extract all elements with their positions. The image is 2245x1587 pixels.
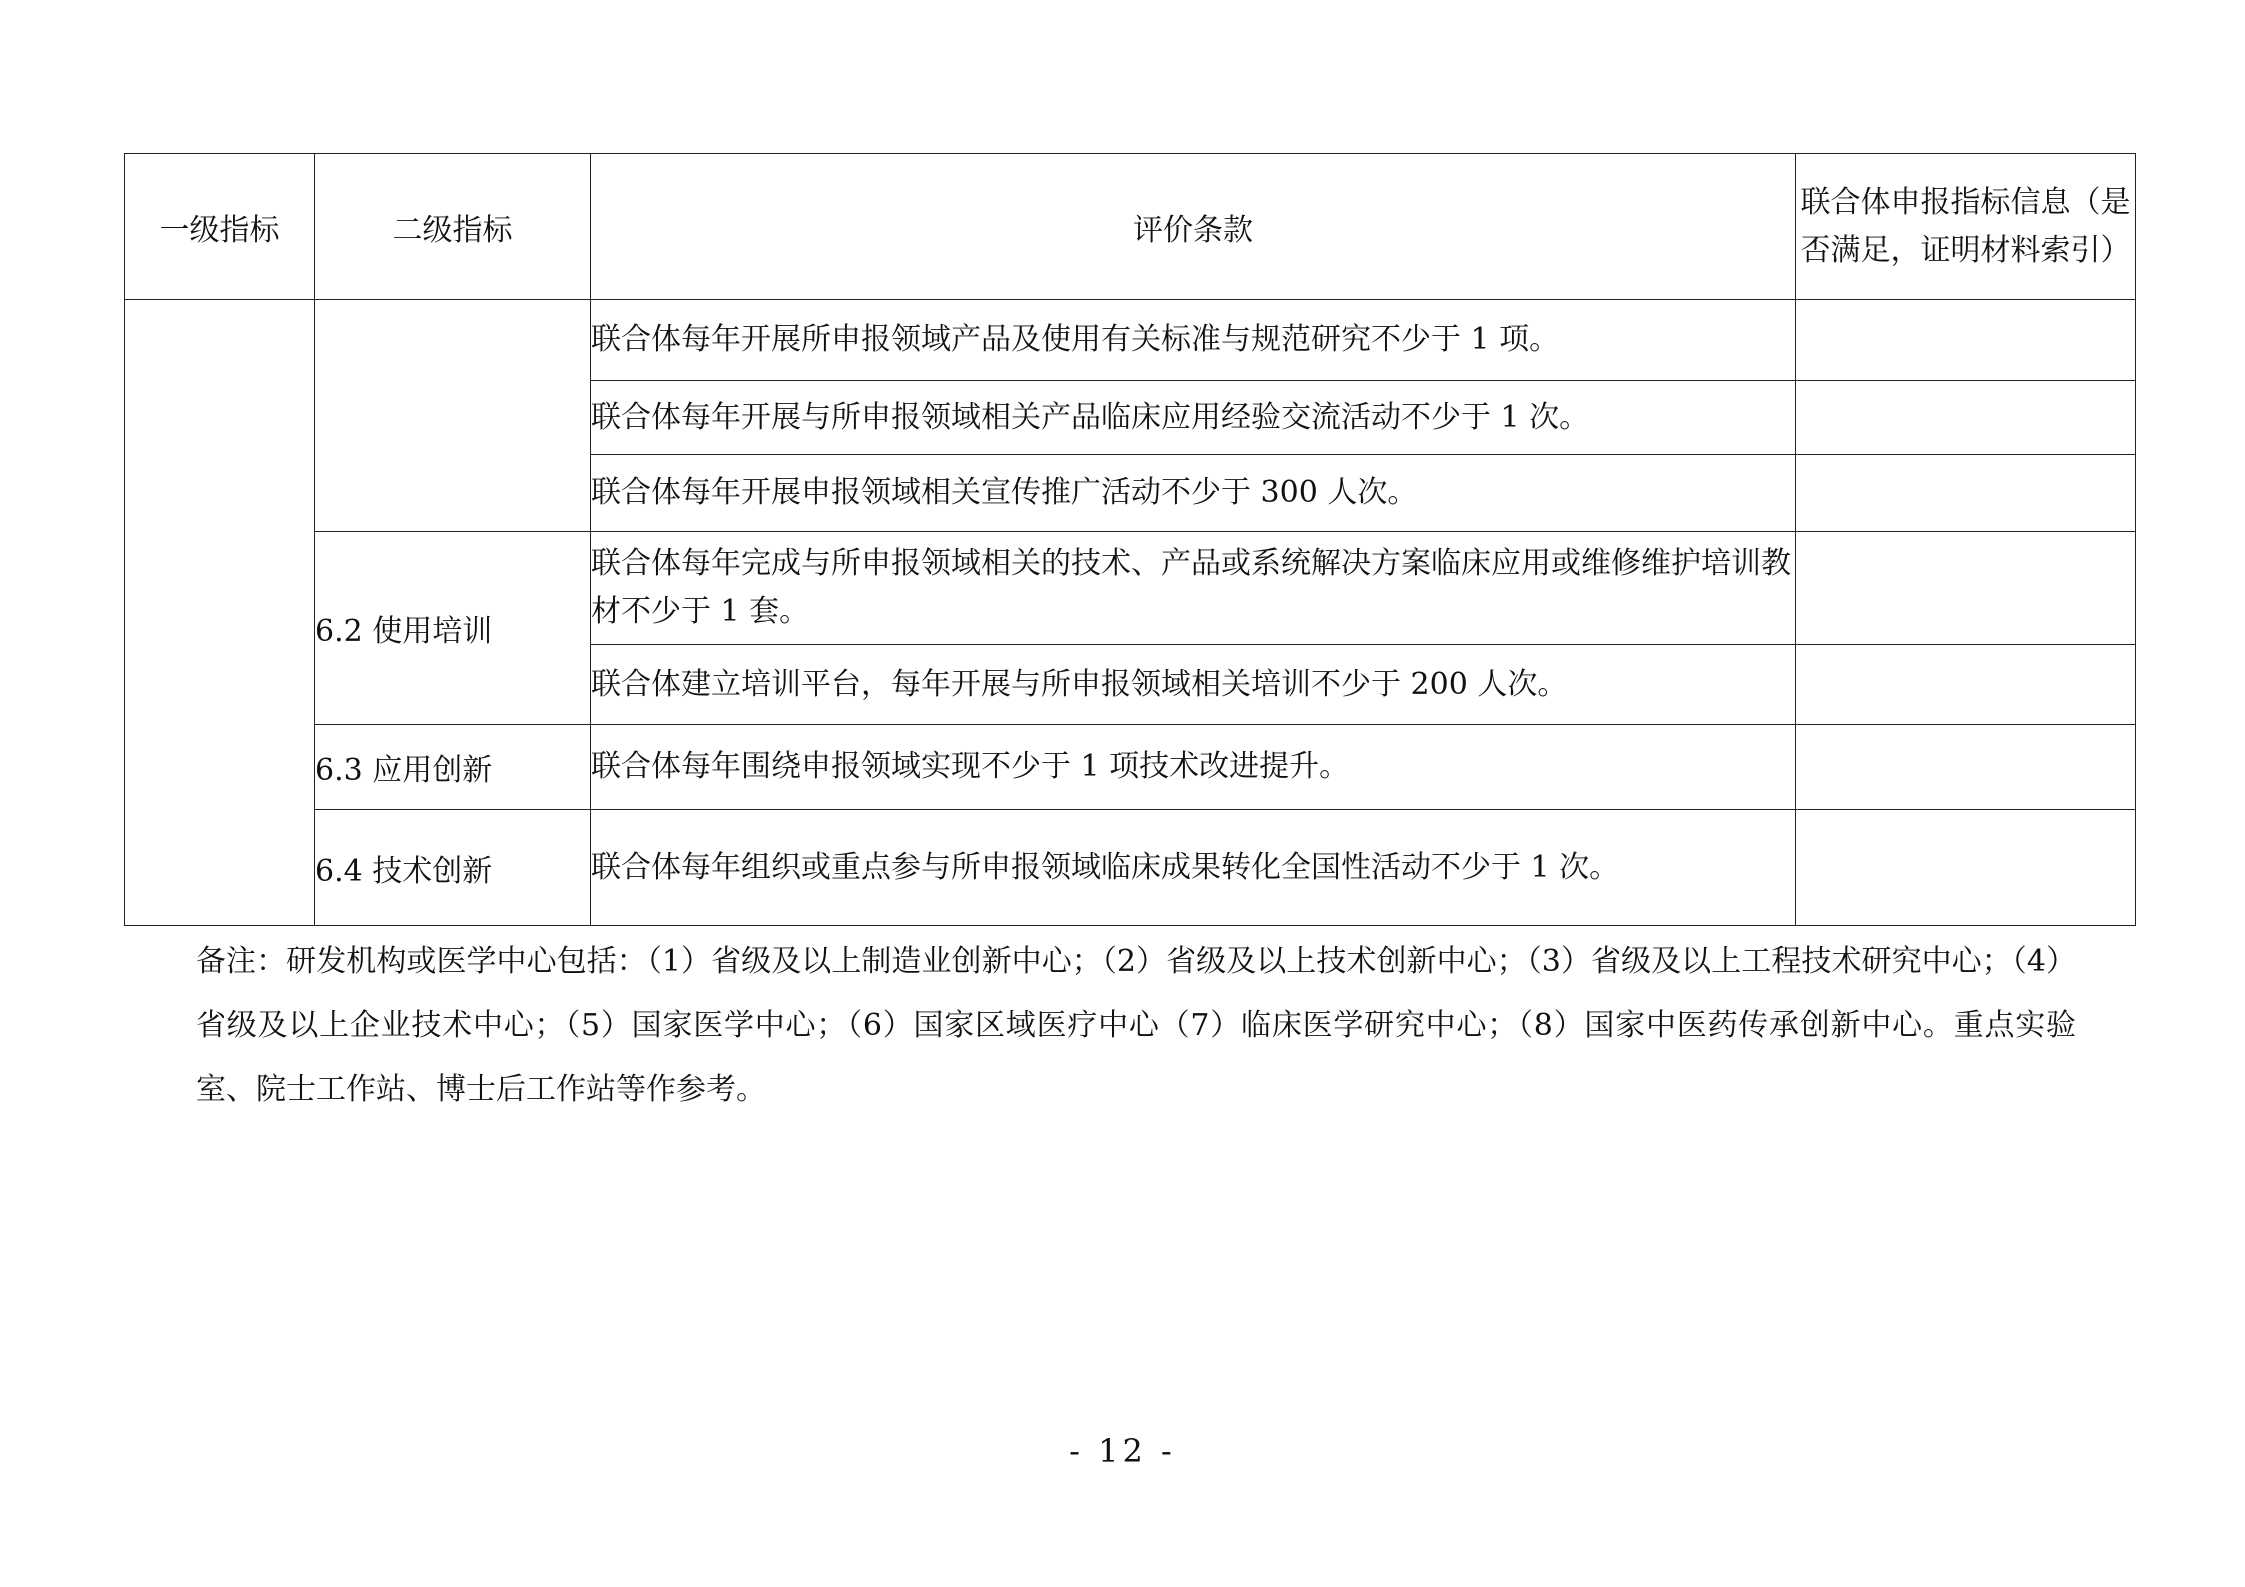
clause-cell: 联合体每年围绕申报领域实现不少于 1 项技术改进提升。 [591, 725, 1796, 810]
info-cell [1796, 532, 2136, 645]
info-cell [1796, 455, 2136, 532]
header-consortium-info: 联合体申报指标信息（是否满足，证明材料索引） [1796, 154, 2136, 300]
header-evaluation-clause: 评价条款 [591, 154, 1796, 300]
level1-indicator-cell [125, 300, 315, 926]
clause-cell: 联合体每年组织或重点参与所申报领域临床成果转化全国性活动不少于 1 次。 [591, 810, 1796, 926]
info-cell [1796, 300, 2136, 381]
evaluation-table [124, 153, 2136, 926]
table-row [125, 725, 2136, 810]
table-row [125, 810, 2136, 926]
clause-cell: 联合体每年开展所申报领域产品及使用有关标准与规范研究不少于 1 项。 [591, 300, 1796, 381]
header-level2-indicator: 二级指标 [315, 154, 591, 300]
info-cell [1796, 725, 2136, 810]
table-header-row [125, 154, 2136, 300]
page-number: - 12 - [1069, 1432, 1176, 1470]
info-cell [1796, 810, 2136, 926]
header-level1-indicator: 一级指标 [125, 154, 315, 300]
level2-indicator-cell [315, 300, 591, 532]
level2-indicator-cell: 6.2 使用培训 [315, 532, 591, 725]
table-row [125, 300, 2136, 381]
level2-indicator-cell: 6.3 应用创新 [315, 725, 591, 810]
info-cell [1796, 381, 2136, 455]
clause-cell: 联合体建立培训平台，每年开展与所申报领域相关培训不少于 200 人次。 [591, 645, 1796, 725]
remark-note: 备注：研发机构或医学中心包括：（1）省级及以上制造业创新中心；（2）省级及以上技术创新中心；（3）省级及以上工程技术研究中心；（4）省级及以上企业技术中心；（5）国家医学中心；（6）国家区域医疗中心（7）临床医学研究中心；（8）国家中医药传承创新中心。重点实验室、院士工作站、博士后工作站等作参考。 [196, 944, 2076, 1107]
level2-indicator-cell: 6.4 技术创新 [315, 810, 591, 926]
clause-cell: 联合体每年开展与所申报领域相关产品临床应用经验交流活动不少于 1 次。 [591, 381, 1796, 455]
clause-cell: 联合体每年完成与所申报领域相关的技术、产品或系统解决方案临床应用或维修维护培训教材不少于 1 套。 [591, 532, 1796, 645]
table-row [125, 532, 2136, 645]
clause-cell: 联合体每年开展申报领域相关宣传推广活动不少于 300 人次。 [591, 455, 1796, 532]
info-cell [1796, 645, 2136, 725]
